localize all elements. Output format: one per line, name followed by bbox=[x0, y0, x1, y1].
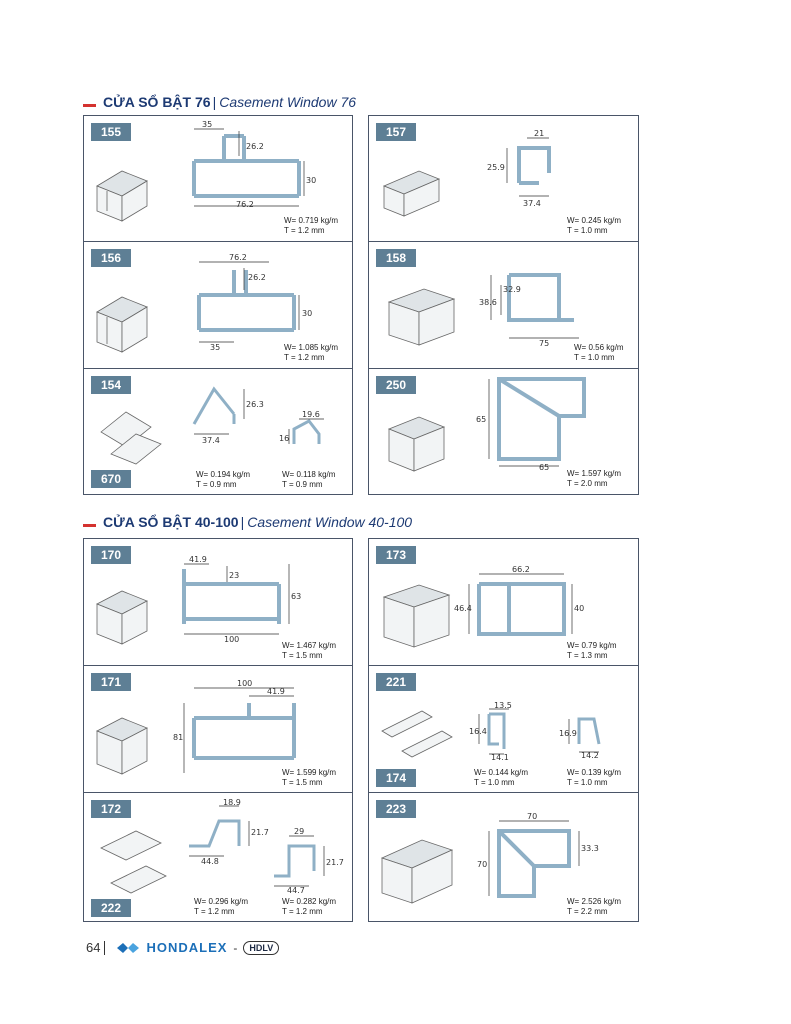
dim-label: 46.4 bbox=[454, 604, 472, 613]
dim-label: 30 bbox=[302, 309, 313, 318]
profile-section-drawing bbox=[479, 260, 599, 350]
isometric-profile-view bbox=[384, 409, 454, 479]
weight-spec: W= 1.599 kg/m bbox=[282, 768, 337, 777]
hdlv-logo: HDLV bbox=[243, 941, 279, 955]
section-title-en: Casement Window 76 bbox=[219, 94, 357, 110]
dim-label: 14.2 bbox=[581, 751, 599, 760]
profile-code-badge: 156 bbox=[91, 249, 131, 267]
weight-spec-2: W= 0.118 kg/m bbox=[282, 470, 336, 479]
dim-label: 70 bbox=[477, 860, 488, 869]
thickness-spec: T = 1.5 mm bbox=[282, 651, 323, 660]
dim-label: 37.4 bbox=[523, 199, 541, 208]
dim-label: 30 bbox=[306, 176, 317, 185]
profile-cell-250 bbox=[368, 368, 639, 495]
section-title-casement-40-100 bbox=[83, 512, 412, 532]
thickness-spec-2: T = 1.2 mm bbox=[282, 907, 323, 916]
isometric-profile-view bbox=[379, 277, 459, 352]
isometric-profile-view bbox=[92, 579, 162, 649]
profile-code-badge: 221 bbox=[376, 673, 416, 691]
profile-code-badge: 155 bbox=[91, 123, 131, 141]
isometric-profile-view bbox=[92, 156, 162, 226]
section-title-vi: CỬA SỔ BẬT 76 bbox=[103, 94, 211, 110]
dim-label: 33.3 bbox=[581, 844, 599, 853]
weight-spec: W= 2.526 kg/m bbox=[567, 897, 622, 906]
dim-label: 32.9 bbox=[503, 285, 521, 294]
dim-label: 100 bbox=[224, 635, 240, 644]
profile-section-drawing bbox=[179, 554, 309, 644]
profile-code-badge: 172 bbox=[91, 800, 131, 818]
dim-label: 16.4 bbox=[469, 727, 487, 736]
dim-label: 75 bbox=[539, 339, 550, 348]
weight-spec: W= 1.085 kg/m bbox=[284, 343, 339, 352]
profile-section-drawing bbox=[173, 678, 309, 778]
thickness-spec: T = 1.0 mm bbox=[474, 778, 515, 787]
dim-label: 35 bbox=[210, 343, 221, 352]
weight-spec: W= 0.56 kg/m bbox=[574, 343, 624, 352]
weight-spec: W= 1.597 kg/m bbox=[567, 469, 622, 478]
dim-label: 25.9 bbox=[487, 163, 505, 172]
profile-code-badge: 670 bbox=[91, 470, 131, 488]
dim-label: 44.7 bbox=[287, 886, 305, 895]
dim-label: 21 bbox=[534, 129, 545, 138]
dim-label: 38.6 bbox=[479, 298, 497, 307]
thickness-spec: T = 0.9 mm bbox=[196, 480, 237, 489]
section-title-separator: | bbox=[212, 94, 217, 110]
isometric-profile-view bbox=[379, 577, 454, 652]
thickness-spec: T = 1.5 mm bbox=[282, 778, 323, 787]
dim-label: 44.8 bbox=[201, 857, 219, 866]
dim-label: 23 bbox=[229, 571, 240, 580]
dim-label: 70 bbox=[527, 812, 538, 821]
profile-cell-156 bbox=[83, 241, 353, 369]
dim-label: 63 bbox=[291, 592, 302, 601]
section-title-casement-76 bbox=[83, 92, 356, 112]
section-title-separator: | bbox=[240, 514, 245, 530]
dim-label: 76.2 bbox=[229, 253, 247, 262]
weight-spec: W= 0.194 kg/m bbox=[196, 470, 251, 479]
thickness-spec: T = 2.2 mm bbox=[567, 907, 608, 916]
weight-spec: W= 1.467 kg/m bbox=[282, 641, 337, 650]
profile-cell-173 bbox=[368, 538, 639, 666]
page-number: 64 bbox=[86, 940, 101, 955]
dim-label: 100 bbox=[237, 679, 253, 688]
weight-spec-2: W= 0.139 kg/m bbox=[567, 768, 622, 777]
profile-cell-157 bbox=[368, 115, 639, 242]
profile-section-drawing bbox=[179, 798, 349, 895]
profile-section-drawing bbox=[469, 701, 629, 762]
dim-label: 14.1 bbox=[491, 753, 509, 762]
weight-spec: W= 0.245 kg/m bbox=[567, 216, 622, 225]
profile-section-drawing bbox=[184, 379, 344, 459]
dim-label: 65 bbox=[539, 463, 550, 472]
profile-code-badge: 174 bbox=[376, 769, 416, 787]
profile-code-badge: 158 bbox=[376, 249, 416, 267]
dim-label: 76.2 bbox=[236, 200, 254, 209]
isometric-profile-view bbox=[377, 701, 462, 761]
dim-label: 66.2 bbox=[512, 565, 530, 574]
thickness-spec: T = 1.2 mm bbox=[284, 353, 325, 362]
dim-label: 18.9 bbox=[223, 798, 241, 807]
profile-cell-172 bbox=[83, 792, 353, 922]
brand-dash: - bbox=[233, 940, 238, 955]
profile-section-drawing bbox=[184, 120, 317, 211]
thickness-spec: T = 2.0 mm bbox=[567, 479, 608, 488]
profile-code-badge: 154 bbox=[91, 376, 131, 394]
dim-label: 65 bbox=[476, 415, 487, 424]
title-accent-dash bbox=[83, 104, 96, 107]
dim-label: 21.7 bbox=[251, 828, 269, 837]
profile-cell-221 bbox=[368, 665, 639, 793]
weight-spec-2: W= 0.282 kg/m bbox=[282, 897, 337, 906]
dim-label: 29 bbox=[294, 827, 305, 836]
profile-code-badge: 171 bbox=[91, 673, 131, 691]
weight-spec: W= 0.719 kg/m bbox=[284, 216, 339, 225]
isometric-profile-view bbox=[96, 397, 171, 467]
dim-label: 81 bbox=[173, 733, 184, 742]
profile-cell-171 bbox=[83, 665, 353, 793]
dim-label: 41.9 bbox=[189, 555, 207, 564]
profile-section-drawing bbox=[454, 559, 585, 649]
profile-cell-158 bbox=[368, 241, 639, 369]
thickness-spec: T = 1.3 mm bbox=[567, 651, 608, 660]
section-title-vi: CỬA SỔ BẬT 40-100 bbox=[103, 514, 239, 530]
isometric-profile-view bbox=[92, 706, 162, 781]
profile-cell-155 bbox=[83, 115, 353, 242]
thickness-spec-2: T = 0.9 mm bbox=[282, 480, 323, 489]
profile-code-badge: 157 bbox=[376, 123, 416, 141]
dim-label: 40 bbox=[574, 604, 585, 613]
profile-section-drawing bbox=[479, 128, 589, 208]
dim-label: 16.9 bbox=[559, 729, 577, 738]
dim-label: 35 bbox=[202, 120, 213, 129]
profile-section-drawing bbox=[479, 811, 599, 906]
profile-code-badge: 173 bbox=[376, 546, 416, 564]
isometric-profile-view bbox=[92, 282, 162, 357]
profile-cell-170 bbox=[83, 538, 353, 666]
dim-label: 21.7 bbox=[326, 858, 344, 867]
section-title-en: Casement Window 40-100 bbox=[247, 514, 413, 530]
profile-code-badge: 170 bbox=[91, 546, 131, 564]
profile-section-drawing bbox=[476, 374, 594, 472]
profile-code-badge: 222 bbox=[91, 899, 131, 917]
page-footer bbox=[86, 940, 279, 955]
dim-label: 16 bbox=[279, 434, 290, 443]
isometric-profile-view bbox=[379, 161, 449, 221]
dim-label: 13.5 bbox=[494, 701, 512, 710]
thickness-spec: T = 1.2 mm bbox=[194, 907, 235, 916]
footer-divider bbox=[104, 941, 105, 955]
dim-label: 26.2 bbox=[246, 142, 264, 151]
weight-spec: W= 0.144 kg/m bbox=[474, 768, 529, 777]
thickness-spec: T = 1.0 mm bbox=[574, 353, 615, 362]
thickness-spec-2: T = 1.0 mm bbox=[567, 778, 608, 787]
profile-code-badge: 223 bbox=[376, 800, 416, 818]
thickness-spec: T = 1.2 mm bbox=[284, 226, 325, 235]
thickness-spec: T = 1.0 mm bbox=[567, 226, 608, 235]
profile-code-badge: 250 bbox=[376, 376, 416, 394]
dim-label: 37.4 bbox=[202, 436, 220, 445]
dim-label: 41.9 bbox=[267, 687, 285, 696]
dim-label: 19.6 bbox=[302, 410, 320, 419]
profile-section-drawing bbox=[184, 250, 314, 350]
dim-label: 26.2 bbox=[248, 273, 266, 282]
profile-cell-223 bbox=[368, 792, 639, 922]
profile-cell-154 bbox=[83, 368, 353, 495]
isometric-profile-view bbox=[377, 828, 462, 908]
weight-spec: W= 0.296 kg/m bbox=[194, 897, 249, 906]
weight-spec: W= 0.79 kg/m bbox=[567, 641, 617, 650]
isometric-profile-view bbox=[96, 823, 171, 898]
dim-label: 26.3 bbox=[246, 400, 264, 409]
brand-name: HONDALEX bbox=[146, 940, 228, 955]
hondalex-logo-icon bbox=[115, 941, 141, 955]
title-accent-dash bbox=[83, 524, 96, 527]
